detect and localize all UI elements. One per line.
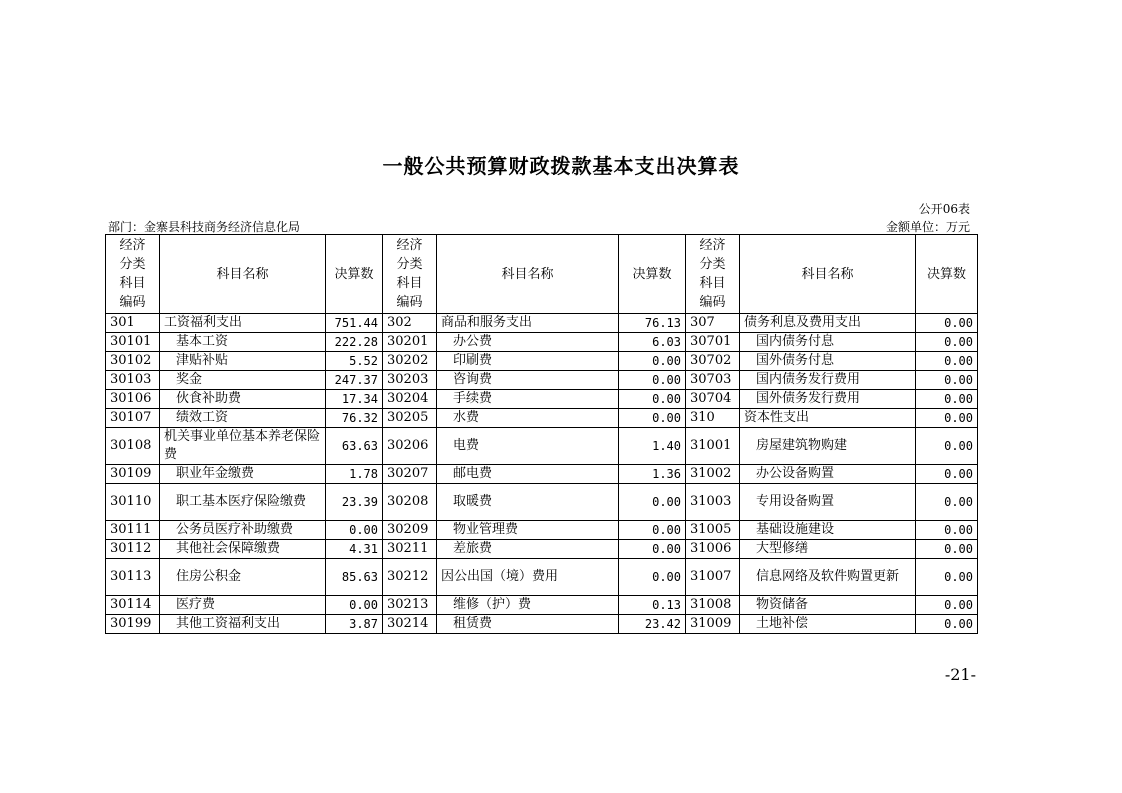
cell-code: 31007 (686, 559, 740, 596)
cell-name: 土地补偿 (740, 615, 916, 634)
cell-code: 30212 (383, 559, 437, 596)
cell-code: 30110 (106, 484, 160, 521)
cell-name: 基础设施建设 (740, 521, 916, 540)
cell-code: 30204 (383, 390, 437, 409)
header-name: 科目名称 (160, 235, 326, 314)
cell-amount: 0.00 (916, 352, 978, 371)
cell-code: 30203 (383, 371, 437, 390)
cell-amount: 751.44 (326, 314, 383, 333)
cell-code: 301 (106, 314, 160, 333)
cell-amount: 0.00 (619, 390, 686, 409)
cell-name: 物资储备 (740, 596, 916, 615)
header-code-line: 编码 (119, 295, 146, 310)
cell-name: 国内债务发行费用 (740, 371, 916, 390)
cell-name: 电费 (437, 428, 619, 465)
cell-amount: 0.00 (619, 521, 686, 540)
cell-amount: 1.78 (326, 465, 383, 484)
cell-name: 职业年金缴费 (160, 465, 326, 484)
header-code-line: 分类 (396, 257, 423, 272)
table-row (106, 333, 978, 352)
cell-name: 取暖费 (437, 484, 619, 521)
cell-code: 30101 (106, 333, 160, 352)
cell-code: 30113 (106, 559, 160, 596)
table-row (106, 615, 978, 634)
cell-name: 公务员医疗补助缴费 (160, 521, 326, 540)
cell-amount: 63.63 (326, 428, 383, 465)
table-row (106, 484, 978, 521)
cell-amount: 0.00 (326, 521, 383, 540)
cell-amount: 23.39 (326, 484, 383, 521)
cell-amount: 0.00 (916, 596, 978, 615)
table-row (106, 371, 978, 390)
table-row (106, 428, 978, 465)
cell-amount: 0.00 (619, 484, 686, 521)
cell-name: 债务利息及费用支出 (740, 314, 916, 333)
form-number: 公开06表 (918, 202, 970, 216)
cell-name: 因公出国（境）费用 (437, 559, 619, 596)
cell-name: 职工基本医疗保险缴费 (160, 484, 326, 521)
header-code-line: 编码 (396, 295, 423, 310)
cell-name: 国内债务付息 (740, 333, 916, 352)
table-row (106, 521, 978, 540)
cell-code: 30214 (383, 615, 437, 634)
header-amount: 决算数 (916, 235, 978, 314)
cell-name: 伙食补助费 (160, 390, 326, 409)
cell-code: 30103 (106, 371, 160, 390)
cell-name: 租赁费 (437, 615, 619, 634)
header-code (383, 235, 437, 314)
cell-code: 30108 (106, 428, 160, 465)
cell-amount: 76.13 (619, 314, 686, 333)
cell-code: 30111 (106, 521, 160, 540)
header-code-line: 分类 (119, 257, 146, 272)
cell-code: 30102 (106, 352, 160, 371)
cell-code: 30114 (106, 596, 160, 615)
cell-name: 办公设备购置 (740, 465, 916, 484)
header-code-line: 经济 (119, 238, 146, 253)
cell-code: 31001 (686, 428, 740, 465)
cell-name: 绩效工资 (160, 409, 326, 428)
cell-name: 大型修缮 (740, 540, 916, 559)
cell-amount: 1.40 (619, 428, 686, 465)
header-code-line: 科目 (699, 276, 726, 291)
header-code-line: 经济 (699, 238, 726, 253)
cell-amount: 0.00 (916, 428, 978, 465)
table-row (106, 409, 978, 428)
page-number: -21- (944, 665, 976, 684)
cell-code: 30202 (383, 352, 437, 371)
cell-amount: 0.00 (619, 371, 686, 390)
cell-amount: 0.00 (916, 371, 978, 390)
cell-amount: 0.00 (916, 314, 978, 333)
cell-code: 30201 (383, 333, 437, 352)
cell-amount: 0.00 (916, 409, 978, 428)
cell-amount: 0.00 (619, 352, 686, 371)
cell-amount: 0.00 (916, 465, 978, 484)
header-code-line: 科目 (396, 276, 423, 291)
cell-code: 30205 (383, 409, 437, 428)
table-row (106, 314, 978, 333)
cell-amount: 0.00 (916, 521, 978, 540)
cell-name: 其他社会保障缴费 (160, 540, 326, 559)
header-code (686, 235, 740, 314)
cell-amount: 247.37 (326, 371, 383, 390)
cell-amount: 5.52 (326, 352, 383, 371)
cell-name: 商品和服务支出 (437, 314, 619, 333)
cell-amount: 76.32 (326, 409, 383, 428)
cell-code: 31003 (686, 484, 740, 521)
cell-amount: 3.87 (326, 615, 383, 634)
cell-name: 国外债务付息 (740, 352, 916, 371)
cell-amount: 4.31 (326, 540, 383, 559)
cell-amount: 23.42 (619, 615, 686, 634)
cell-amount: 1.36 (619, 465, 686, 484)
cell-name: 基本工资 (160, 333, 326, 352)
cell-code: 30107 (106, 409, 160, 428)
header-code-line: 分类 (699, 257, 726, 272)
header-amount: 决算数 (619, 235, 686, 314)
cell-name: 邮电费 (437, 465, 619, 484)
cell-name: 住房公积金 (160, 559, 326, 596)
cell-amount: 0.00 (916, 484, 978, 521)
table-row (106, 596, 978, 615)
cell-code: 31006 (686, 540, 740, 559)
table-row (106, 540, 978, 559)
header-code (106, 235, 160, 314)
cell-amount: 0.00 (916, 540, 978, 559)
cell-code: 31009 (686, 615, 740, 634)
header-name: 科目名称 (437, 235, 619, 314)
cell-code: 30109 (106, 465, 160, 484)
cell-code: 30703 (686, 371, 740, 390)
cell-amount: 85.63 (326, 559, 383, 596)
page-title: 一般公共预算财政拨款基本支出决算表 (382, 154, 740, 178)
cell-name: 专用设备购置 (740, 484, 916, 521)
cell-name: 津贴补贴 (160, 352, 326, 371)
cell-code: 30207 (383, 465, 437, 484)
cell-amount: 0.00 (916, 390, 978, 409)
cell-name: 资本性支出 (740, 409, 916, 428)
cell-code: 31008 (686, 596, 740, 615)
cell-name: 房屋建筑物购建 (740, 428, 916, 465)
cell-amount: 0.00 (619, 559, 686, 596)
cell-amount: 0.13 (619, 596, 686, 615)
cell-code: 302 (383, 314, 437, 333)
cell-code: 30704 (686, 390, 740, 409)
header-code-line: 编码 (699, 295, 726, 310)
table-header-row (106, 235, 978, 314)
cell-name: 信息网络及软件购置更新 (740, 559, 916, 596)
cell-code: 307 (686, 314, 740, 333)
cell-amount: 0.00 (619, 409, 686, 428)
header-name: 科目名称 (740, 235, 916, 314)
cell-code: 30209 (383, 521, 437, 540)
cell-code: 30208 (383, 484, 437, 521)
cell-amount: 0.00 (916, 559, 978, 596)
cell-code: 30199 (106, 615, 160, 634)
cell-amount: 0.00 (916, 615, 978, 634)
cell-name: 咨询费 (437, 371, 619, 390)
cell-name: 奖金 (160, 371, 326, 390)
cell-name: 差旅费 (437, 540, 619, 559)
cell-amount: 0.00 (326, 596, 383, 615)
cell-name: 办公费 (437, 333, 619, 352)
expenditure-table (105, 234, 978, 634)
cell-amount: 17.34 (326, 390, 383, 409)
table-row (106, 465, 978, 484)
table-row (106, 559, 978, 596)
cell-amount: 0.00 (916, 333, 978, 352)
cell-name: 医疗费 (160, 596, 326, 615)
table-row (106, 390, 978, 409)
cell-name: 工资福利支出 (160, 314, 326, 333)
cell-code: 31005 (686, 521, 740, 540)
cell-amount: 6.03 (619, 333, 686, 352)
cell-code: 30112 (106, 540, 160, 559)
cell-code: 310 (686, 409, 740, 428)
cell-amount: 222.28 (326, 333, 383, 352)
table-row (106, 352, 978, 371)
cell-amount: 0.00 (619, 540, 686, 559)
cell-name: 机关事业单位基本养老保险费 (160, 428, 326, 465)
cell-name: 印刷费 (437, 352, 619, 371)
header-code-line: 科目 (119, 276, 146, 291)
cell-name: 其他工资福利支出 (160, 615, 326, 634)
cell-code: 31002 (686, 465, 740, 484)
cell-code: 30702 (686, 352, 740, 371)
cell-code: 30106 (106, 390, 160, 409)
cell-name: 手续费 (437, 390, 619, 409)
cell-name: 维修（护）费 (437, 596, 619, 615)
department-label: 部门：金寨县科技商务经济信息化局 (108, 220, 301, 234)
unit-label: 金额单位：万元 (885, 220, 970, 234)
header-code-line: 经济 (396, 238, 423, 253)
cell-code: 30701 (686, 333, 740, 352)
cell-code: 30213 (383, 596, 437, 615)
header-amount: 决算数 (326, 235, 383, 314)
cell-name: 国外债务发行费用 (740, 390, 916, 409)
cell-name: 物业管理费 (437, 521, 619, 540)
cell-name: 水费 (437, 409, 619, 428)
cell-code: 30211 (383, 540, 437, 559)
cell-code: 30206 (383, 428, 437, 465)
